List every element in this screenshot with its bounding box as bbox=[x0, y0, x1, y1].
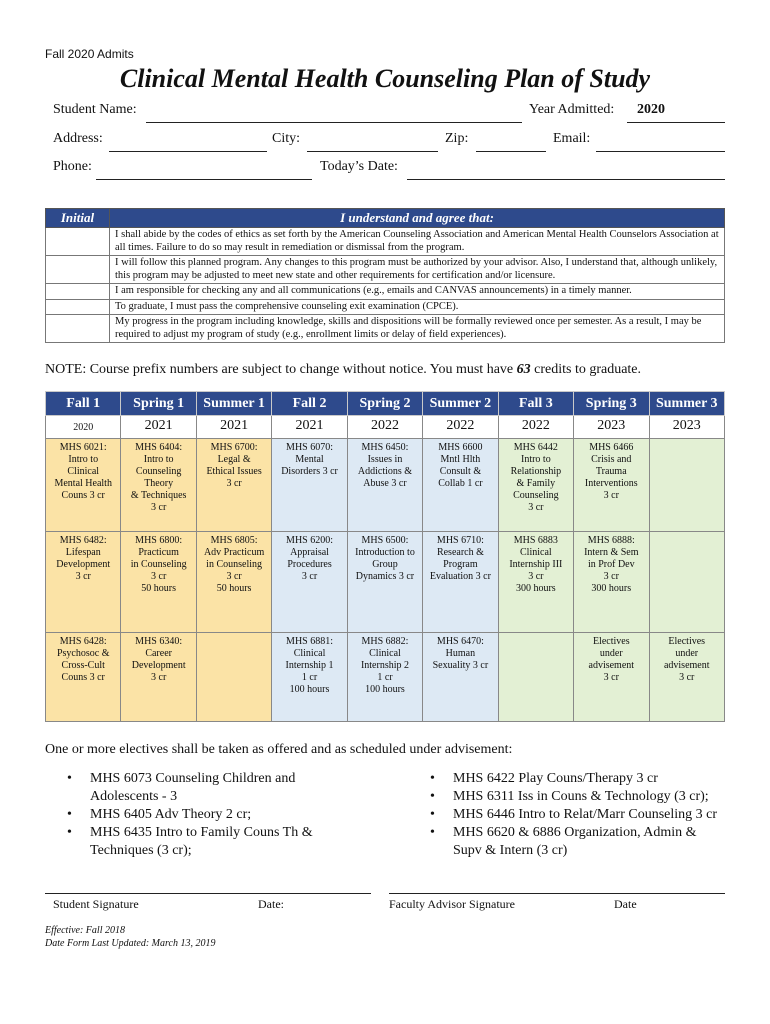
course-line: Intro to bbox=[143, 454, 174, 465]
course-line: Legal & bbox=[217, 454, 251, 465]
course-line: MHS 6442 bbox=[513, 442, 558, 453]
bullet-icon: • bbox=[430, 771, 435, 786]
year-admitted-label: Year Admitted: bbox=[529, 102, 615, 117]
course-line: MHS 6710: bbox=[436, 535, 484, 546]
course-cell bbox=[46, 532, 121, 633]
course-line: 3 cr bbox=[301, 571, 318, 582]
elective-text: MHS 6311 Iss in Couns & Technology (3 cr); bbox=[453, 789, 709, 804]
faculty-date-label: Date bbox=[614, 897, 637, 911]
course-line: Trauma bbox=[595, 466, 627, 477]
note-text-before: NOTE: Course prefix numbers are subject to change without notice. You must have bbox=[45, 362, 517, 377]
course-line: Clinical bbox=[369, 648, 401, 659]
elective-text: MHS 6435 Intro to Family Couns Th & bbox=[90, 825, 313, 840]
course-line: MHS 6883 bbox=[513, 535, 558, 546]
term-header: Summer 3 bbox=[649, 392, 725, 416]
course-line: MHS 6466 bbox=[589, 442, 634, 453]
course-line: advisement bbox=[588, 660, 635, 671]
electives-list-right bbox=[408, 770, 738, 860]
course-line: Practicum bbox=[138, 547, 179, 558]
course-line: 3 cr bbox=[75, 571, 91, 582]
course-line: 3 cr bbox=[226, 571, 242, 582]
course-cell bbox=[272, 532, 347, 633]
course-line: Counseling bbox=[513, 490, 559, 501]
course-line: under bbox=[675, 648, 699, 659]
student-signature-label: Student Signature bbox=[53, 897, 139, 911]
term-header: Spring 1 bbox=[121, 392, 196, 416]
course-line: Interventions bbox=[584, 478, 638, 489]
course-cell bbox=[574, 633, 649, 722]
term-header: Spring 2 bbox=[347, 392, 422, 416]
course-cell bbox=[574, 439, 649, 532]
course-line: MHS 6600 bbox=[438, 442, 483, 453]
course-line: & Family bbox=[516, 478, 556, 489]
course-cell bbox=[347, 439, 422, 532]
note-text-after: credits to graduate. bbox=[530, 362, 642, 377]
course-line: Internship III bbox=[509, 559, 563, 570]
term-header: Fall 1 bbox=[46, 392, 121, 416]
course-line: MHS 6070: bbox=[286, 442, 333, 453]
initial-header: Initial bbox=[46, 209, 110, 228]
course-line: Abuse 3 cr bbox=[363, 478, 407, 489]
course-line: MHS 6800: bbox=[135, 535, 183, 546]
elective-text: Adolescents - 3 bbox=[90, 789, 178, 804]
course-line: Clinical bbox=[67, 466, 100, 477]
course-line: 100 hours bbox=[365, 684, 405, 695]
course-line: Dynamics 3 cr bbox=[355, 571, 415, 582]
course-line: Couns 3 cr bbox=[61, 490, 105, 501]
course-line: in Prof Dev bbox=[587, 559, 635, 570]
course-cell bbox=[121, 633, 196, 722]
initial-cell[interactable] bbox=[46, 228, 110, 256]
course-line: 1 cr bbox=[377, 672, 393, 683]
address-label: Address: bbox=[53, 131, 103, 146]
last-updated: Date Form Last Updated: March 13, 2019 bbox=[45, 938, 216, 949]
bullet-icon: • bbox=[430, 807, 435, 822]
course-line: in Counseling bbox=[130, 559, 187, 570]
course-cell bbox=[498, 439, 573, 532]
zip-field[interactable] bbox=[476, 151, 546, 152]
course-line: Intro to bbox=[520, 454, 551, 465]
student-signature-line[interactable] bbox=[45, 893, 371, 894]
course-line: Couns 3 cr bbox=[61, 672, 105, 683]
course-row bbox=[46, 532, 725, 633]
elective-text: MHS 6620 & 6886 Organization, Admin & bbox=[453, 825, 697, 840]
course-line: Intro to bbox=[68, 454, 99, 465]
phone-field[interactable] bbox=[96, 179, 312, 180]
course-cell bbox=[498, 633, 573, 722]
course-line: Electives bbox=[592, 636, 630, 647]
course-cell bbox=[121, 532, 196, 633]
course-line: Clinical bbox=[520, 547, 552, 558]
term-year: 2022 bbox=[423, 416, 498, 439]
course-line: Mental bbox=[295, 454, 324, 465]
course-line: MHS 6888: bbox=[587, 535, 635, 546]
course-line: Intern & Sem bbox=[584, 547, 639, 558]
course-line: MHS 6500: bbox=[361, 535, 409, 546]
city-field[interactable] bbox=[307, 151, 438, 152]
course-cell bbox=[196, 633, 271, 722]
todays-date-label: Today’s Date: bbox=[320, 159, 398, 174]
course-line: 100 hours bbox=[289, 684, 330, 695]
term-year: 2023 bbox=[574, 416, 649, 439]
course-line: Psychosoc & bbox=[56, 648, 110, 659]
course-line: Adv Practicum bbox=[203, 547, 265, 558]
term-header: Fall 2 bbox=[272, 392, 347, 416]
agreement-statement: I am responsible for checking any and all communications (e.g., emails and CANVAS announcements) in a timely manner. bbox=[110, 284, 725, 300]
elective-item bbox=[45, 806, 375, 824]
course-line: under bbox=[599, 648, 623, 659]
elective-text: MHS 6073 Counseling Children and bbox=[90, 771, 296, 786]
course-line: MHS 6805: bbox=[210, 535, 258, 546]
course-line: MHS 6340: bbox=[135, 636, 183, 647]
course-cell bbox=[272, 633, 347, 722]
course-cell bbox=[423, 439, 498, 532]
elective-text: MHS 6422 Play Couns/Therapy 3 cr bbox=[453, 771, 658, 786]
effective-date: Effective: Fall 2018 bbox=[45, 925, 125, 936]
credits-note bbox=[45, 362, 641, 378]
elective-item bbox=[45, 824, 375, 860]
course-line: Theory bbox=[144, 478, 174, 489]
course-line: Crisis and bbox=[591, 454, 632, 465]
course-line: MHS 6470: bbox=[436, 636, 484, 647]
course-row bbox=[46, 633, 725, 722]
term-year: 2020 bbox=[46, 416, 121, 439]
course-line: Mntl Hlth bbox=[440, 454, 481, 465]
bullet-icon: • bbox=[67, 825, 72, 840]
email-field[interactable] bbox=[596, 151, 725, 152]
course-line: MHS 6882: bbox=[361, 636, 409, 647]
course-line: Addictions & bbox=[357, 466, 413, 477]
course-cell bbox=[347, 633, 422, 722]
term-year: 2022 bbox=[498, 416, 573, 439]
course-line: MHS 6482: bbox=[59, 535, 107, 546]
course-line: 300 hours bbox=[515, 583, 556, 594]
bullet-icon: • bbox=[67, 771, 72, 786]
course-line: MHS 6700: bbox=[210, 442, 258, 453]
phone-label: Phone: bbox=[53, 159, 92, 174]
course-cell bbox=[498, 532, 573, 633]
course-line: Clinical bbox=[293, 648, 326, 659]
elective-item bbox=[408, 824, 738, 860]
bullet-icon: • bbox=[67, 807, 72, 822]
initial-cell[interactable] bbox=[46, 315, 110, 343]
term-year: 2021 bbox=[121, 416, 196, 439]
course-line: Counseling bbox=[135, 466, 182, 477]
course-line: MHS 6404: bbox=[135, 442, 183, 453]
term-header: Summer 2 bbox=[423, 392, 498, 416]
course-line: MHS 6428: bbox=[59, 636, 107, 647]
email-label: Email: bbox=[553, 131, 591, 146]
course-line: & Techniques bbox=[130, 490, 187, 501]
course-line: Collab 1 cr bbox=[438, 478, 483, 489]
course-line: Internship 2 bbox=[360, 660, 409, 671]
course-line: 3 cr bbox=[151, 502, 167, 513]
course-line: MHS 6450: bbox=[361, 442, 409, 453]
student-name-label: Student Name: bbox=[53, 102, 137, 117]
initial-cell[interactable] bbox=[46, 256, 110, 284]
elective-text: MHS 6405 Adv Theory 2 cr; bbox=[90, 807, 252, 822]
bullet-icon: • bbox=[430, 789, 435, 804]
course-line: MHS 6200: bbox=[286, 535, 333, 546]
course-line: Consult & bbox=[439, 466, 482, 477]
electives-intro: One or more electives shall be taken as offered and as scheduled under advisement: bbox=[45, 742, 513, 757]
course-line: Program bbox=[443, 559, 478, 570]
faculty-signature-line[interactable] bbox=[389, 893, 725, 894]
course-line: 300 hours bbox=[591, 583, 632, 594]
student-name-field[interactable] bbox=[146, 122, 522, 123]
course-line: Disorders 3 cr bbox=[281, 466, 338, 477]
agreement-header: I understand and agree that: bbox=[110, 209, 725, 228]
address-field[interactable] bbox=[109, 151, 267, 152]
course-line: Career bbox=[145, 648, 172, 659]
course-line: Development bbox=[56, 559, 111, 570]
elective-item bbox=[408, 788, 738, 806]
term-year: 2021 bbox=[196, 416, 271, 439]
course-line: 50 hours bbox=[216, 583, 252, 594]
course-line: Sexuality 3 cr bbox=[432, 660, 489, 671]
course-line: Research & bbox=[436, 547, 484, 558]
course-line: 3 cr bbox=[226, 478, 242, 489]
year-admitted-value: 2020 bbox=[637, 102, 665, 117]
elective-item bbox=[408, 770, 738, 788]
agreement-statement: To graduate, I must pass the comprehensive counseling exit examination (CPCE). bbox=[110, 299, 725, 315]
initial-cell[interactable] bbox=[46, 299, 110, 315]
term-header: Fall 3 bbox=[498, 392, 573, 416]
course-line: Issues in bbox=[367, 454, 403, 465]
course-line: Lifespan bbox=[65, 547, 101, 558]
student-date-label: Date: bbox=[258, 897, 284, 911]
term-year: 2021 bbox=[272, 416, 347, 439]
course-cell bbox=[46, 439, 121, 532]
course-row bbox=[46, 439, 725, 532]
course-line: Evaluation 3 cr bbox=[429, 571, 491, 582]
course-line: 3 cr bbox=[528, 502, 544, 513]
course-cell bbox=[196, 439, 271, 532]
agreement-statement: My progress in the program including knowledge, skills and dispositions will be formally reviewed once per semester. As a result, I may be required to adjust my program of study (e.g., enrollment limits or delay of field experiences). bbox=[110, 315, 725, 343]
course-cell bbox=[272, 439, 347, 532]
course-line: MHS 6021: bbox=[59, 442, 107, 453]
course-line: Appraisal bbox=[290, 547, 329, 558]
course-cell bbox=[347, 532, 422, 633]
agreement-statement: I shall abide by the codes of ethics as set forth by the American Counseling Association and American Mental Health Counselors Association at all times. Failure to do so may result in remediation or dismissal from the program. bbox=[110, 228, 725, 256]
course-cell bbox=[196, 532, 271, 633]
course-line: Group bbox=[372, 559, 398, 570]
agreement-table bbox=[45, 208, 725, 343]
course-line: Internship 1 bbox=[285, 660, 334, 671]
elective-item bbox=[45, 770, 375, 806]
course-cell bbox=[121, 439, 196, 532]
course-line: Procedures bbox=[287, 559, 332, 570]
course-line: advisement bbox=[663, 660, 710, 671]
course-line: Cross-Cult bbox=[61, 660, 105, 671]
course-cell bbox=[649, 532, 725, 633]
course-line: MHS 6881: bbox=[286, 636, 333, 647]
course-line: Ethical Issues bbox=[206, 466, 262, 477]
term-header: Spring 3 bbox=[574, 392, 649, 416]
course-line: Development bbox=[131, 660, 186, 671]
course-line: 3 cr bbox=[151, 571, 167, 582]
course-line: 3 cr bbox=[603, 571, 619, 582]
electives-list-left bbox=[45, 770, 375, 860]
course-line: 3 cr bbox=[603, 490, 619, 501]
agreement-statement: I will follow this planned program. Any changes to this program must be authorized by your advisor. Also, I understand that, although unlikely, this program may be adjusted to meet new state and other requirements for certification and/or licensure. bbox=[110, 256, 725, 284]
todays-date-field[interactable] bbox=[407, 179, 725, 180]
course-cell bbox=[649, 633, 725, 722]
elective-item bbox=[408, 806, 738, 824]
year-admitted-field[interactable] bbox=[627, 122, 725, 123]
course-line: Introduction to bbox=[355, 547, 415, 558]
bullet-icon: • bbox=[430, 825, 435, 840]
initial-cell[interactable] bbox=[46, 284, 110, 300]
course-line: 3 cr bbox=[151, 672, 167, 683]
faculty-signature-label: Faculty Advisor Signature bbox=[389, 897, 515, 911]
course-line: 50 hours bbox=[141, 583, 177, 594]
course-line: 3 cr bbox=[679, 672, 695, 683]
term-year: 2023 bbox=[649, 416, 725, 439]
page-title: Clinical Mental Health Counseling Plan of Study bbox=[119, 64, 651, 93]
top-label: Fall 2020 Admits bbox=[45, 47, 134, 61]
course-line: Relationship bbox=[510, 466, 562, 477]
course-cell bbox=[46, 633, 121, 722]
course-line: 1 cr bbox=[301, 672, 318, 683]
course-line: Electives bbox=[668, 636, 706, 647]
elective-text: MHS 6446 Intro to Relat/Marr Counseling 3 cr bbox=[453, 807, 718, 822]
course-cell bbox=[423, 532, 498, 633]
course-line: 3 cr bbox=[528, 571, 544, 582]
term-year: 2022 bbox=[347, 416, 422, 439]
term-header: Summer 1 bbox=[196, 392, 271, 416]
course-line: in Counseling bbox=[206, 559, 263, 570]
course-cell bbox=[423, 633, 498, 722]
elective-text: Supv & Intern (3 cr) bbox=[453, 843, 568, 858]
course-line: Human bbox=[445, 648, 476, 659]
course-cell bbox=[649, 439, 725, 532]
course-line: 3 cr bbox=[603, 672, 619, 683]
note-credits: 63 bbox=[516, 362, 531, 377]
course-cell bbox=[574, 532, 649, 633]
zip-label: Zip: bbox=[445, 131, 469, 146]
course-line: Mental Health bbox=[54, 478, 112, 489]
elective-text: Techniques (3 cr); bbox=[90, 843, 192, 858]
plan-of-study-table bbox=[45, 391, 725, 722]
city-label: City: bbox=[272, 131, 301, 146]
